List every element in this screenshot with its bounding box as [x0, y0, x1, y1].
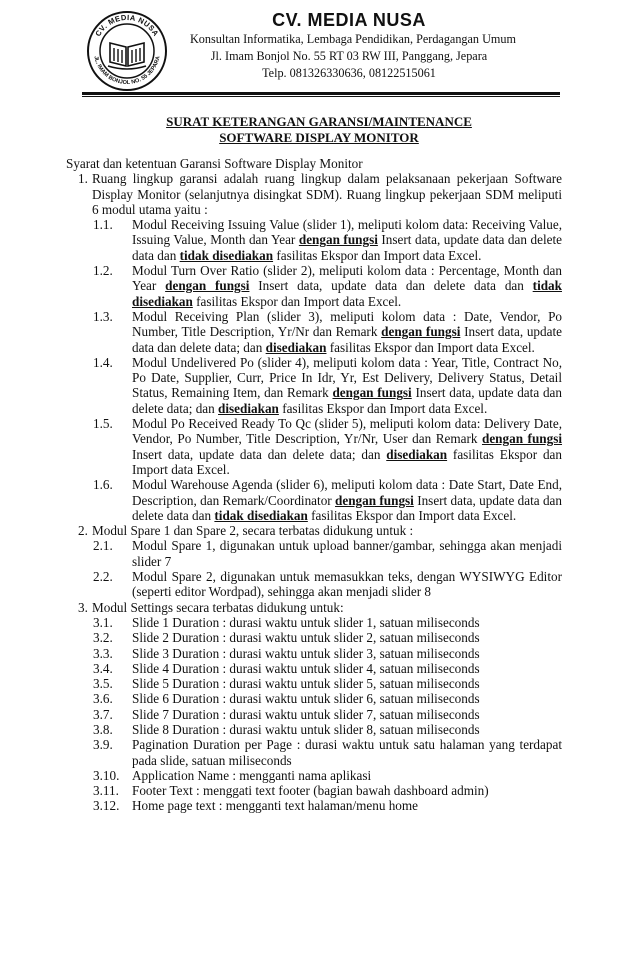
- sub-item-text: Slide 4 Duration : durasi waktu untuk slider 4, satuan miliseconds: [132, 660, 480, 676]
- sub-item-text: Modul Receiving Plan (slider 3), meliputi kolom data : Date, Vendor, Po Number, Title Description, Yr/Nr dan Remark: [132, 308, 562, 340]
- sub-item-number: 1.1.: [93, 217, 113, 233]
- sub-list-item: [66, 416, 562, 477]
- emphasis-text: dengan fungsi: [165, 278, 250, 294]
- letterhead: [190, 9, 516, 82]
- sub-item-text: Modul Spare 2, digunakan untuk memasukkan teks, dengan WYSIWYG Editor (seperti editor Wordpad), sehingga akan menjadi slider 8: [132, 569, 562, 600]
- letterhead-divider-thin: [82, 96, 560, 97]
- sub-item-text: fasilitas Ekspor dan Import data Excel.: [278, 400, 488, 416]
- sub-item-text: Insert data, update data dan delete data dan: [132, 492, 562, 523]
- sub-item-text: Insert data, update data dan delete data dan: [132, 232, 562, 263]
- company-tagline: Konsultan Informatika, Lembaga Pendidikan, Perdagangan Umum: [190, 32, 516, 46]
- sub-item-text: fasilitas Ekspor dan Import data Excel.: [273, 247, 482, 263]
- sub-item-text: Slide 3 Duration : durasi waktu untuk slider 3, satuan miliseconds: [132, 645, 480, 661]
- sub-item-text: fasilitas Ekspor dan Import data Excel.: [192, 293, 402, 309]
- item-number: 1.: [78, 171, 88, 187]
- sub-item-text: Footer Text : menggati text footer (bagian bawah dashboard admin): [132, 783, 489, 799]
- item-text: Ruang lingkup garansi adalah ruang lingkup dalam pelaksanaan pekerjaan Software Display Monitor (selanjutnya disingkat SDM). Ruang lingkup pekerjaan SDM meliputi 6 modul utama yaitu :: [92, 171, 562, 217]
- emphasis-text: dengan fungsi: [332, 385, 412, 401]
- company-phone: Telp. 081326330636, 08122515061: [262, 66, 436, 80]
- sub-item-text: fasilitas Ekspor dan Import data Excel.: [307, 507, 517, 523]
- list-item: [66, 600, 562, 615]
- title-line-2: SOFTWARE DISPLAY MONITOR: [219, 130, 419, 145]
- sub-list-item: [66, 737, 562, 768]
- sub-item-text: Modul Undelivered Po (slider 4), meliputi kolom data : Year, Title, Contract No, Po Date, Supplier, Curr, Price In Idr, Yr, Est Delivery, Delivery Status, Detail Status, Remaining Item, dan Remark: [132, 354, 562, 401]
- sub-item-number: 3.5.: [93, 676, 113, 692]
- sub-item-text: Modul Receiving Issuing Value (slider 1), meliputi kolom data: Receiving Value, Issuing Value, Month dan Year: [132, 217, 562, 248]
- emphasis-text: disediakan: [218, 400, 279, 416]
- emphasis-text: disediakan: [386, 446, 448, 462]
- emphasis-text: tidak disediakan: [214, 507, 308, 523]
- sub-item-number: 3.6.: [93, 691, 113, 707]
- emphasis-text: tidak disediakan: [132, 278, 562, 309]
- sub-item-number: 3.2.: [93, 630, 113, 646]
- intro-text: Syarat dan ketentuan Garansi Software Display Monitor: [66, 156, 363, 171]
- sub-list-item: [66, 569, 562, 600]
- sub-item-number: 1.2.: [93, 263, 113, 279]
- company-name: CV. MEDIA NUSA: [272, 10, 426, 30]
- emphasis-text: tidak disediakan: [179, 247, 274, 263]
- sub-list-item: [66, 722, 562, 737]
- emphasis-text: dengan fungsi: [381, 324, 461, 340]
- sub-list-item: [66, 768, 562, 783]
- emphasis-text: dengan fungsi: [481, 431, 563, 447]
- sub-item-text: Application Name : mengganti nama aplikasi: [132, 767, 372, 783]
- list-item: [66, 171, 562, 217]
- sub-item-text: Modul Turn Over Ratio (slider 2), meliputi kolom data : Percentage, Month dan Year: [132, 263, 562, 294]
- sub-item-number: 3.11.: [93, 783, 119, 799]
- sub-list-item: [66, 646, 562, 661]
- sub-list-item: [66, 309, 562, 355]
- sub-item-text: Modul Warehouse Agenda (slider 6), meliputi kolom data : Date Start, Date End, Description, dan Remark/Coordinator: [132, 477, 562, 508]
- letterhead-divider: [82, 92, 560, 95]
- sub-item-number: 1.6.: [93, 477, 113, 493]
- sub-list-item: [66, 630, 562, 645]
- terms-list: [66, 171, 562, 813]
- sub-item-text: Slide 2 Duration : durasi waktu untuk slider 2, satuan miliseconds: [132, 630, 480, 646]
- sub-item-text: fasilitas Ekspor dan Import data Excel.: [326, 339, 535, 355]
- sub-item-text: Modul Spare 1, digunakan untuk upload banner/gambar, sehingga akan menjadi slider 7: [132, 538, 562, 569]
- sub-item-number: 1.5.: [93, 416, 113, 432]
- sub-list-item: [66, 538, 562, 569]
- sub-list-item: [66, 691, 562, 706]
- sub-item-text: Slide 7 Duration : durasi waktu untuk slider 7, satuan miliseconds: [132, 706, 480, 722]
- sub-item-number: 1.4.: [93, 354, 113, 370]
- sub-list-item: [66, 615, 562, 630]
- sub-list-item: [66, 798, 562, 813]
- sub-item-number: 3.3.: [93, 645, 113, 661]
- sub-list-item: [66, 263, 562, 309]
- sub-item-text: Pagination Duration per Page : durasi waktu untuk satu halaman yang terdapat pada slide, satuan miliseconds: [132, 737, 562, 768]
- emphasis-text: disediakan: [265, 339, 327, 355]
- sub-item-text: Home page text : mengganti text halaman/menu home: [132, 798, 419, 814]
- sub-item-number: 3.7.: [93, 706, 113, 722]
- sub-item-text: Modul Po Received Ready To Qc (slider 5), meliputi kolom data: Delivery Date, Vendor, Po Number, Title Description, Yr/Nr, User dan Remark: [132, 416, 562, 447]
- sub-item-number: 2.1.: [93, 538, 113, 554]
- sub-list-item: [66, 783, 562, 798]
- item-number: 3.: [78, 599, 88, 615]
- sub-item-number: 3.9.: [93, 737, 113, 753]
- sub-item-text: Slide 1 Duration : durasi waktu untuk slider 1, satuan miliseconds: [132, 614, 480, 630]
- svg-text:JL. IMAM BONJOL NO. 55 JEPARA: JL. IMAM BONJOL NO. 55 JEPARA: [92, 55, 162, 87]
- sub-item-text: Slide 5 Duration : durasi waktu untuk slider 5, satuan miliseconds: [132, 676, 480, 692]
- sub-item-number: 1.3.: [93, 308, 113, 324]
- logo-seal-icon: [86, 10, 168, 92]
- company-address: Jl. Imam Bonjol No. 55 RT 03 RW III, Panggang, Jepara: [210, 49, 488, 63]
- item-text: Modul Spare 1 dan Spare 2, secara terbatas didukung untuk :: [92, 523, 414, 539]
- item-text: Modul Settings secara terbatas didukung untuk:: [92, 599, 344, 615]
- sub-item-text: Insert data, update data dan delete data dan: [249, 278, 533, 294]
- sub-list-item: [66, 355, 562, 416]
- emphasis-text: dengan fungsi: [335, 492, 414, 508]
- svg-text:CV. MEDIA NUSA: CV. MEDIA NUSA: [93, 12, 161, 39]
- item-number: 2.: [78, 523, 88, 539]
- sub-item-number: 2.2.: [93, 569, 113, 585]
- sub-list-item: [66, 217, 562, 263]
- sub-list-item: [66, 661, 562, 676]
- sub-item-number: 3.4.: [93, 660, 113, 676]
- sub-item-text: Insert data, update data dan delete data; dan: [132, 446, 387, 462]
- sub-list-item: [66, 477, 562, 523]
- title-line-1: SURAT KETERANGAN GARANSI/MAINTENANCE: [166, 114, 472, 129]
- sub-item-number: 3.12.: [93, 798, 120, 814]
- sub-item-number: 3.1.: [93, 614, 113, 630]
- sub-item-text: Slide 6 Duration : durasi waktu untuk slider 6, satuan miliseconds: [132, 691, 480, 707]
- sub-item-text: Slide 8 Duration : durasi waktu untuk slider 8, satuan miliseconds: [132, 721, 480, 737]
- emphasis-text: dengan fungsi: [298, 232, 378, 248]
- list-item: [66, 523, 562, 538]
- company-logo: [86, 10, 168, 92]
- document-title: [0, 114, 638, 146]
- sub-list-item: [66, 676, 562, 691]
- sub-list-item: [66, 707, 562, 722]
- sub-item-text: Insert data, update data dan delete data; dan: [132, 324, 562, 355]
- sub-item-text: Insert data, update data dan delete data; dan: [132, 385, 562, 416]
- sub-item-number: 3.8.: [93, 721, 113, 737]
- document-body: [66, 156, 562, 814]
- sub-item-text: fasilitas Ekspor dan Import data Excel.: [132, 446, 563, 477]
- sub-item-number: 3.10.: [93, 767, 120, 783]
